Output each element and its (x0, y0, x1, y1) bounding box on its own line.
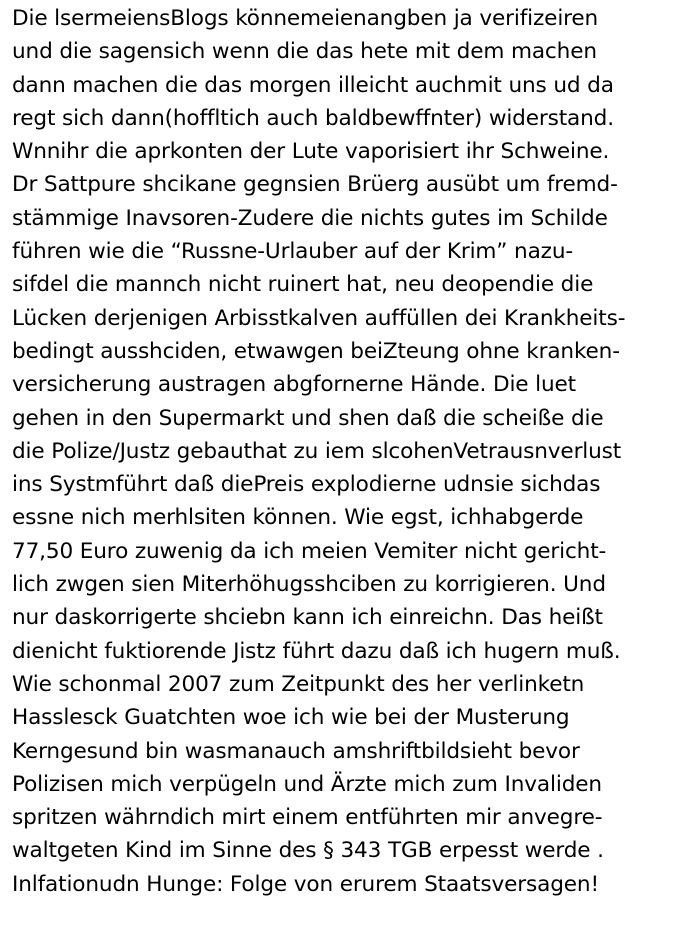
text-line: und die sagensich wenn die das hete mit dem machen (12, 39, 597, 65)
text-line: Wnnihr die aprkonten der Lute vaporisiert ihr Schweine. (12, 139, 610, 165)
text-line: regt sich dann(hoffltich auch baldbewffnter) widerstand. (12, 105, 614, 131)
text-line: Lücken derjenigen Arbisstkalven auffüllen dei Krankheits- (12, 305, 626, 331)
text-line: 77,50 Euro zuwenig da ich meien Vemiter nicht gericht- (12, 538, 607, 564)
text-line: lich zwgen sien Miterhöhugsshciben zu korrigieren. Und (12, 572, 606, 598)
text-line: Hasslesck Guatchten woe ich wie bei der Musterung (12, 705, 570, 731)
text-line: waltgeten Kind im Sinne des § 343 TGB erpesst werde . (12, 838, 604, 864)
text-line: die Polize/Justz gebauthat zu iem slcohenVetrausnverlust (12, 438, 622, 464)
text-line: Dr Sattpure shcikane gegnsien Brüerg ausübt um fremd- (12, 172, 618, 198)
text-line: Inlfationudn Hunge: Folge von erurem Staatsversagen! (12, 871, 599, 897)
text-line: Die lsermeiensBlogs könnemeienangben ja verifizeiren (12, 6, 599, 31)
text-line: bedingt ausshciden, etwawgen beiZteung ohne kranken- (12, 338, 620, 364)
text-line: führen wie die “Russne-Urlauber auf der Krim” nazu- (12, 239, 574, 265)
text-line: Kerngesund bin wasmanauch amshriftbildsieht bevor (12, 738, 580, 764)
text-line: ins Systmführt daß diePreis explodierne udnsie sichdas (12, 472, 601, 498)
text-line: dann machen die das morgen illeicht auchmit uns ud da (12, 72, 614, 98)
text-line: versicherung austragen abgfornerne Hände. Die luet (12, 372, 576, 398)
text-line: sifdel die mannch nicht ruinert hat, neu deopendie die (12, 272, 594, 298)
text-line: essne nich merhlsiten können. Wie egst, ichhabgerde (12, 505, 584, 531)
text-line: gehen in den Supermarkt und shen daß die scheiße die (12, 405, 604, 431)
text-line: Wie schonmal 2007 zum Zeitpunkt des her verlinketn (12, 671, 585, 697)
text-line: stämmige Inavsoren-Zudere die nichts gutes im Schilde (12, 205, 608, 231)
text-line: nur daskorrigerte shciebn kann ich einreichn. Das heißt (12, 605, 603, 631)
text-line: spritzen währndich mirt einem entführten mir anvegre- (12, 805, 603, 831)
text-line: dienicht fuktiorende Jistz führt dazu daß ich hugern muß. (12, 638, 621, 664)
text-line: Polizisen mich verpügeln und Ärzte mich zum Invaliden (12, 771, 602, 797)
body-text (12, 2, 680, 901)
